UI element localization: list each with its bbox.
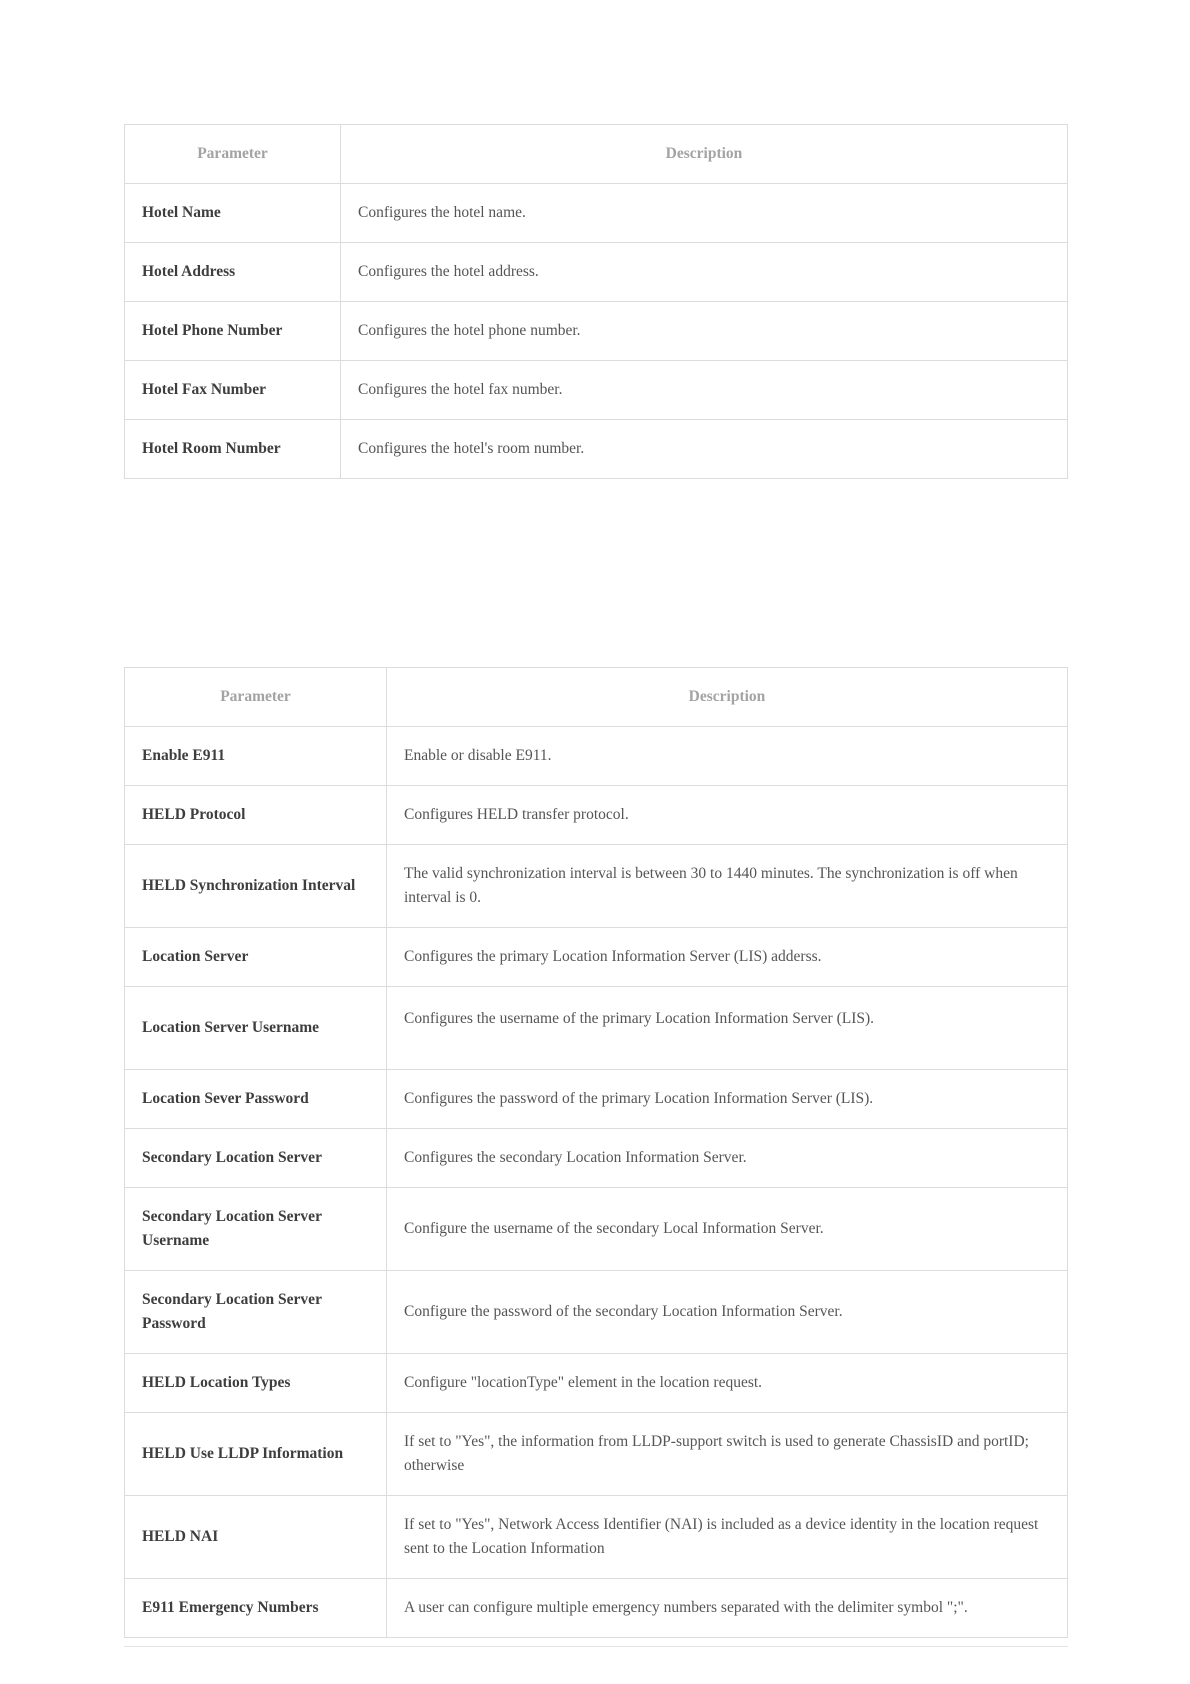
table-row — [125, 361, 1068, 420]
parameter-name: HELD Protocol — [125, 786, 387, 845]
parameter-name: HELD NAI — [125, 1496, 387, 1579]
parameter-description: Configure "locationType" element in the location request. — [387, 1354, 1068, 1413]
parameter-name: Hotel Phone Number — [125, 302, 341, 361]
parameter-column-header: Parameter — [125, 668, 387, 727]
table-row — [125, 184, 1068, 243]
parameter-name: HELD Location Types — [125, 1354, 387, 1413]
parameter-description: Configures HELD transfer protocol. — [387, 786, 1068, 845]
table-header-row — [125, 668, 1068, 727]
table-header-row — [125, 125, 1068, 184]
table-row — [125, 1496, 1068, 1579]
parameter-name: Location Server — [125, 928, 387, 987]
parameter-name: HELD Synchronization Interval — [125, 845, 387, 928]
parameter-column-header: Parameter — [125, 125, 341, 184]
parameter-description: Configures the hotel name. — [341, 184, 1068, 243]
table-row — [125, 1070, 1068, 1129]
parameter-name: Hotel Name — [125, 184, 341, 243]
table-row — [125, 1129, 1068, 1188]
parameter-description: Configures the hotel's room number. — [341, 420, 1068, 479]
table-row — [125, 243, 1068, 302]
table-row — [125, 727, 1068, 786]
parameter-name: Secondary Location Server — [125, 1129, 387, 1188]
parameter-name: Secondary Location Server Password — [125, 1271, 387, 1354]
table-row — [125, 987, 1068, 1070]
parameter-description: Configures the primary Location Information Server (LIS) adderss. — [387, 928, 1068, 987]
parameter-name: Enable E911 — [125, 727, 387, 786]
parameter-description: Configures the hotel fax number. — [341, 361, 1068, 420]
table-row — [125, 1271, 1068, 1354]
description-column-header: Description — [341, 125, 1068, 184]
table-row — [125, 420, 1068, 479]
table-row — [125, 845, 1068, 928]
parameter-description: Configures the username of the primary Location Information Server (LIS). — [387, 987, 1068, 1070]
parameter-description: Enable or disable E911. — [387, 727, 1068, 786]
e911-parameters-table — [124, 667, 1068, 1638]
table-row — [125, 1188, 1068, 1271]
parameter-name: Secondary Location Server Username — [125, 1188, 387, 1271]
parameter-description: Configures the password of the primary Location Information Server (LIS). — [387, 1070, 1068, 1129]
parameter-description: Configures the hotel phone number. — [341, 302, 1068, 361]
parameter-name: HELD Use LLDP Information — [125, 1413, 387, 1496]
parameter-name: Location Sever Password — [125, 1070, 387, 1129]
bottom-divider — [124, 1646, 1068, 1647]
parameter-description: Configures the secondary Location Information Server. — [387, 1129, 1068, 1188]
parameter-name: Location Server Username — [125, 987, 387, 1070]
parameter-description: The valid synchronization interval is between 30 to 1440 minutes. The synchronization is off when interval is 0. — [387, 845, 1068, 928]
parameter-description: If set to "Yes", Network Access Identifier (NAI) is included as a device identity in the location request sent to the Location Information — [387, 1496, 1068, 1579]
hotel-parameters-table — [124, 124, 1068, 479]
parameter-name: Hotel Address — [125, 243, 341, 302]
parameter-name: E911 Emergency Numbers — [125, 1579, 387, 1638]
description-column-header: Description — [387, 668, 1068, 727]
parameter-description: Configure the username of the secondary Local Information Server. — [387, 1188, 1068, 1271]
parameter-description: Configure the password of the secondary Location Information Server. — [387, 1271, 1068, 1354]
table-row — [125, 928, 1068, 987]
parameter-name: Hotel Room Number — [125, 420, 341, 479]
table-row — [125, 786, 1068, 845]
parameter-description: A user can configure multiple emergency numbers separated with the delimiter symbol ";". — [387, 1579, 1068, 1638]
table-row — [125, 1413, 1068, 1496]
table-row — [125, 1354, 1068, 1413]
parameter-description: If set to "Yes", the information from LLDP-support switch is used to generate ChassisID and portID; otherwise — [387, 1413, 1068, 1496]
parameter-description: Configures the hotel address. — [341, 243, 1068, 302]
table-row — [125, 1579, 1068, 1638]
table-row — [125, 302, 1068, 361]
parameter-name: Hotel Fax Number — [125, 361, 341, 420]
